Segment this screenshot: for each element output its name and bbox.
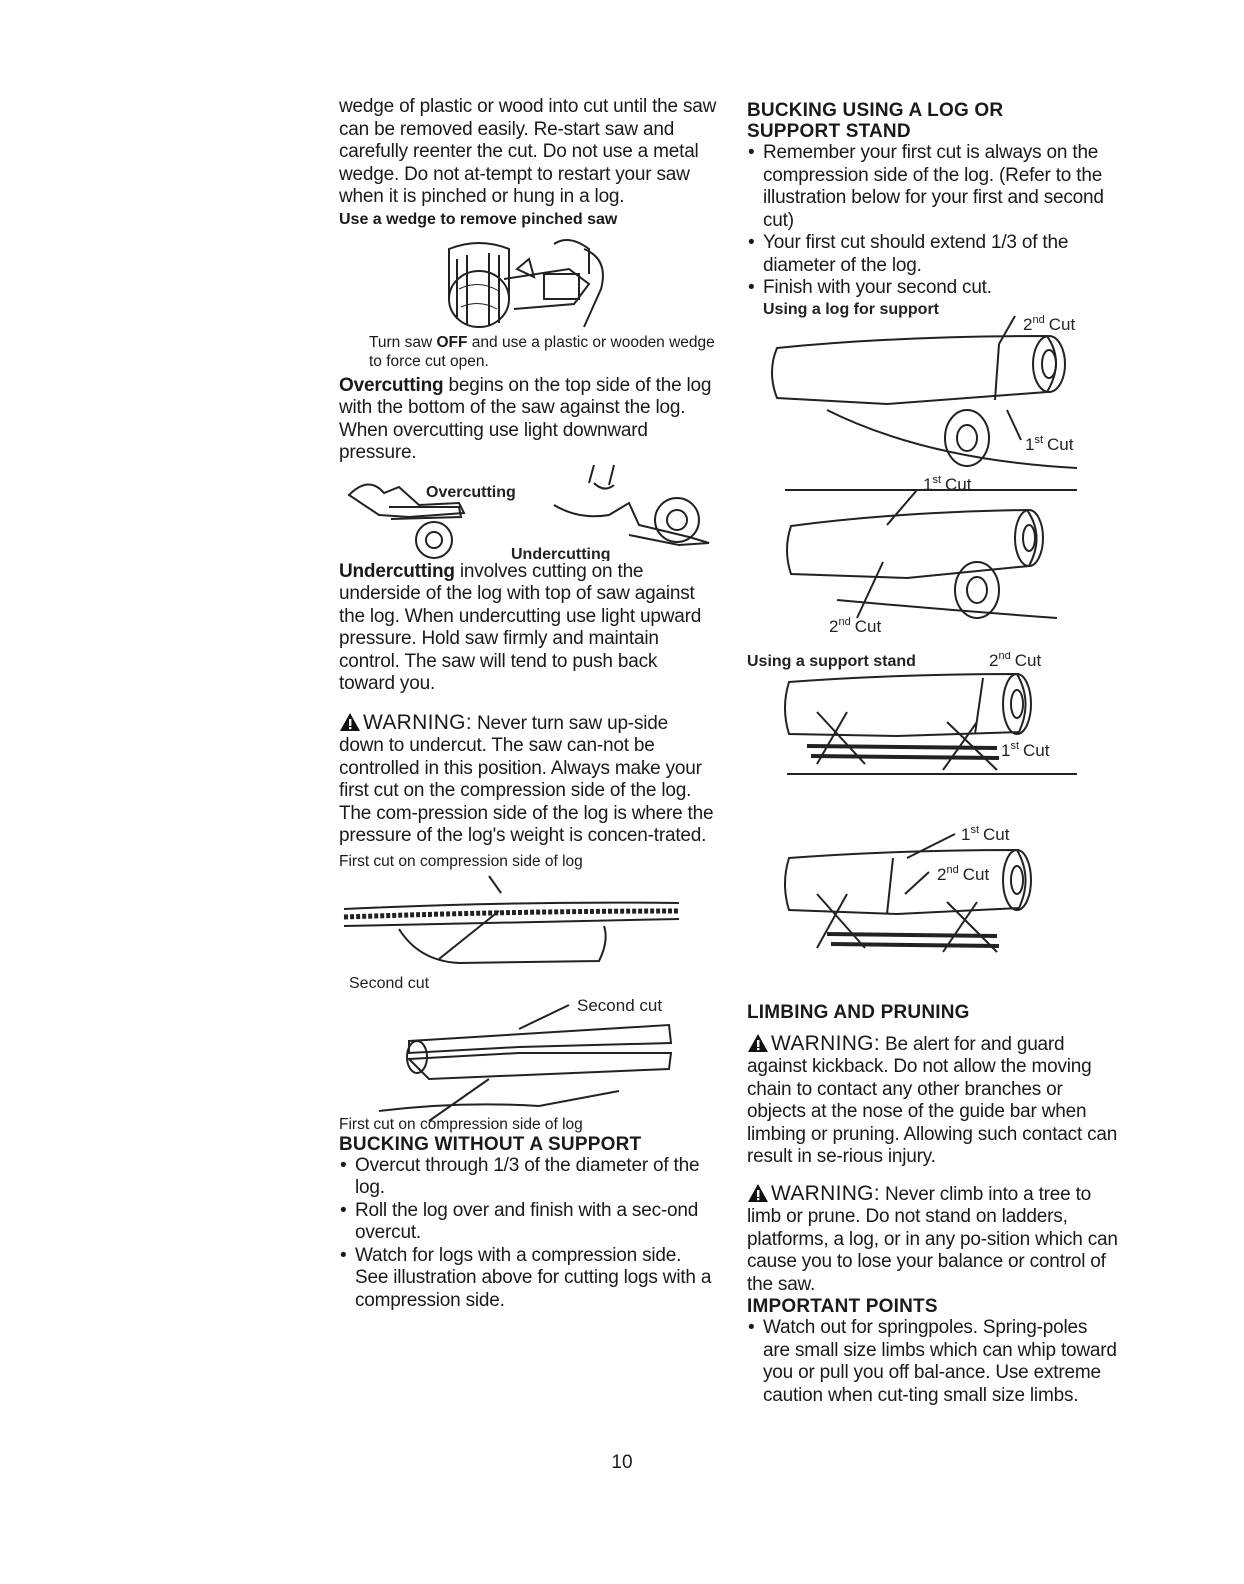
bucking-without-support-heading: BUCKING WITHOUT A SUPPORT [339,1133,642,1155]
warning-label: WARNING: [771,1181,880,1205]
wedge-paragraph: wedge of plastic or wood into cut until the saw can be removed easily. Re-start saw and carefully reenter the cut. Do not use a metal wedge. Do not at-tempt to restart your saw when it is pinched or hung in a log. [339,96,717,207]
warning-icon [339,712,361,732]
warning-icon [747,1033,769,1053]
limbing-heading: LIMBING AND PRUNING [747,1001,970,1023]
wedge-caption-part2: and use a plastic or wooden wedge to force cut open. [369,333,715,370]
overcutting-text: begins on the top side of the log with the bottom of the saw against the log. When overcutting use light downward pressure. [339,374,712,463]
log-bottom-1st-cut-label: 1st Cut [923,473,972,494]
undercutting-label: Undercutting [511,545,611,561]
compression2-second-cut-label: Second cut [577,995,663,1015]
stand-top-2nd-cut-label: 2nd Cut [989,651,1042,670]
overcutting-label: Overcutting [426,483,516,501]
page-number: 10 [611,1452,633,1473]
stand-bottom-1st-cut-label: 1st Cut [961,823,1010,844]
list-item: • Watch for logs with a compression side. See illustration above for cutting logs with a compression side. [339,1245,717,1313]
warning-climb-paragraph [747,1183,1119,1297]
warning-text: Never turn saw up-side down to undercut. The saw can-not be controlled in this position. Always make your first cut on the compression side of the log. The com-pression side of the log is where the pressure of the log's weight is concen-trated. [339,712,714,846]
support-stand-title: Using a support stand [747,652,916,670]
overcutting-term: Overcutting [339,374,444,396]
undercutting-term: Undercutting [339,560,455,582]
warning-compression-paragraph [339,712,717,848]
bucking-stand-heading-2: SUPPORT STAND [747,121,911,142]
bucking-without-support-list [339,1155,717,1313]
warning-label: WARNING: [771,1031,880,1055]
log-top-1st-cut-label: 1st Cut [1025,433,1074,454]
log-bottom-2nd-cut-label: 2nd Cut [829,615,882,636]
warning-text: Never climb into a tree to limb or prune. Do not stand on ladders, platforms, a log, or in any po-sition which can cause you to lose your balance or control of the saw. [747,1183,1118,1295]
wedge-figure-caption [339,333,717,371]
warning-text: Be alert for and guard against kickback. Do not allow the moving chain to contact any other branches or objects at the nose of the guide bar when limbing or pruning. Allowing such contact can result in se-rious injury. [747,1033,1118,1167]
list-item: • Watch out for springpoles. Spring-poles are small size limbs which can whip toward you or pull you off bal-ance. Use extreme caution when cut-ting small size limbs. [747,1317,1119,1407]
bucking-stand-list [747,142,1119,300]
stand-bottom-2nd-cut-label: 2nd Cut [937,863,990,884]
wedge-caption-off: OFF [436,333,468,351]
overcutting-paragraph [339,375,717,465]
stand-top-1st-cut-label: 1st Cut [1001,739,1050,760]
undercutting-text: involves cutting on the underside of the log with top of saw against the log. When undercutting use light upward pressure. Hold saw firmly and maintain control. The saw will tend to push back toward you. [339,560,702,694]
compression2-first-cut-label: First cut on compression side of log [339,1115,583,1133]
log-support-title: Using a log for support [763,300,939,318]
important-points-heading: IMPORTANT POINTS [747,1296,938,1317]
list-item: • Your first cut should extend 1/3 of the diameter of the log. [747,232,1119,277]
list-item: • Remember your first cut is always on the compression side of the log. (Refer to the illustration below for your first and second cut) [747,142,1119,232]
log-support-illustration [747,300,1119,652]
list-item: • Finish with your second cut. [747,277,1119,300]
support-stand-illustration [747,652,1119,1000]
undercutting-paragraph [339,561,717,696]
compression-cut-illustration-2 [339,991,717,1121]
right-column [747,100,1119,1407]
wedge-illustration [339,229,717,333]
wedge-caption-part1: Turn saw [369,333,437,351]
bucking-stand-heading-1: BUCKING USING A LOG OR [747,100,1004,121]
warning-icon [747,1183,769,1203]
compression-cut-illustration [339,871,717,991]
list-item: • Overcut through 1/3 of the diameter of the log. [339,1155,717,1200]
log-top-2nd-cut-label: 2nd Cut [1023,313,1076,334]
over-under-cutting-illustration [339,465,717,561]
warning-kickback-paragraph [747,1033,1119,1169]
wedge-figure-title: Use a wedge to remove pinched saw [339,210,618,228]
compression-figure-label: First cut on compression side of log [339,852,583,870]
important-points-list [747,1317,1119,1407]
list-item: • Roll the log over and finish with a sec-ond overcut. [339,1200,717,1245]
compression-second-cut-label: Second cut [349,974,430,991]
left-column [339,96,717,1312]
warning-label: WARNING: [363,710,472,734]
